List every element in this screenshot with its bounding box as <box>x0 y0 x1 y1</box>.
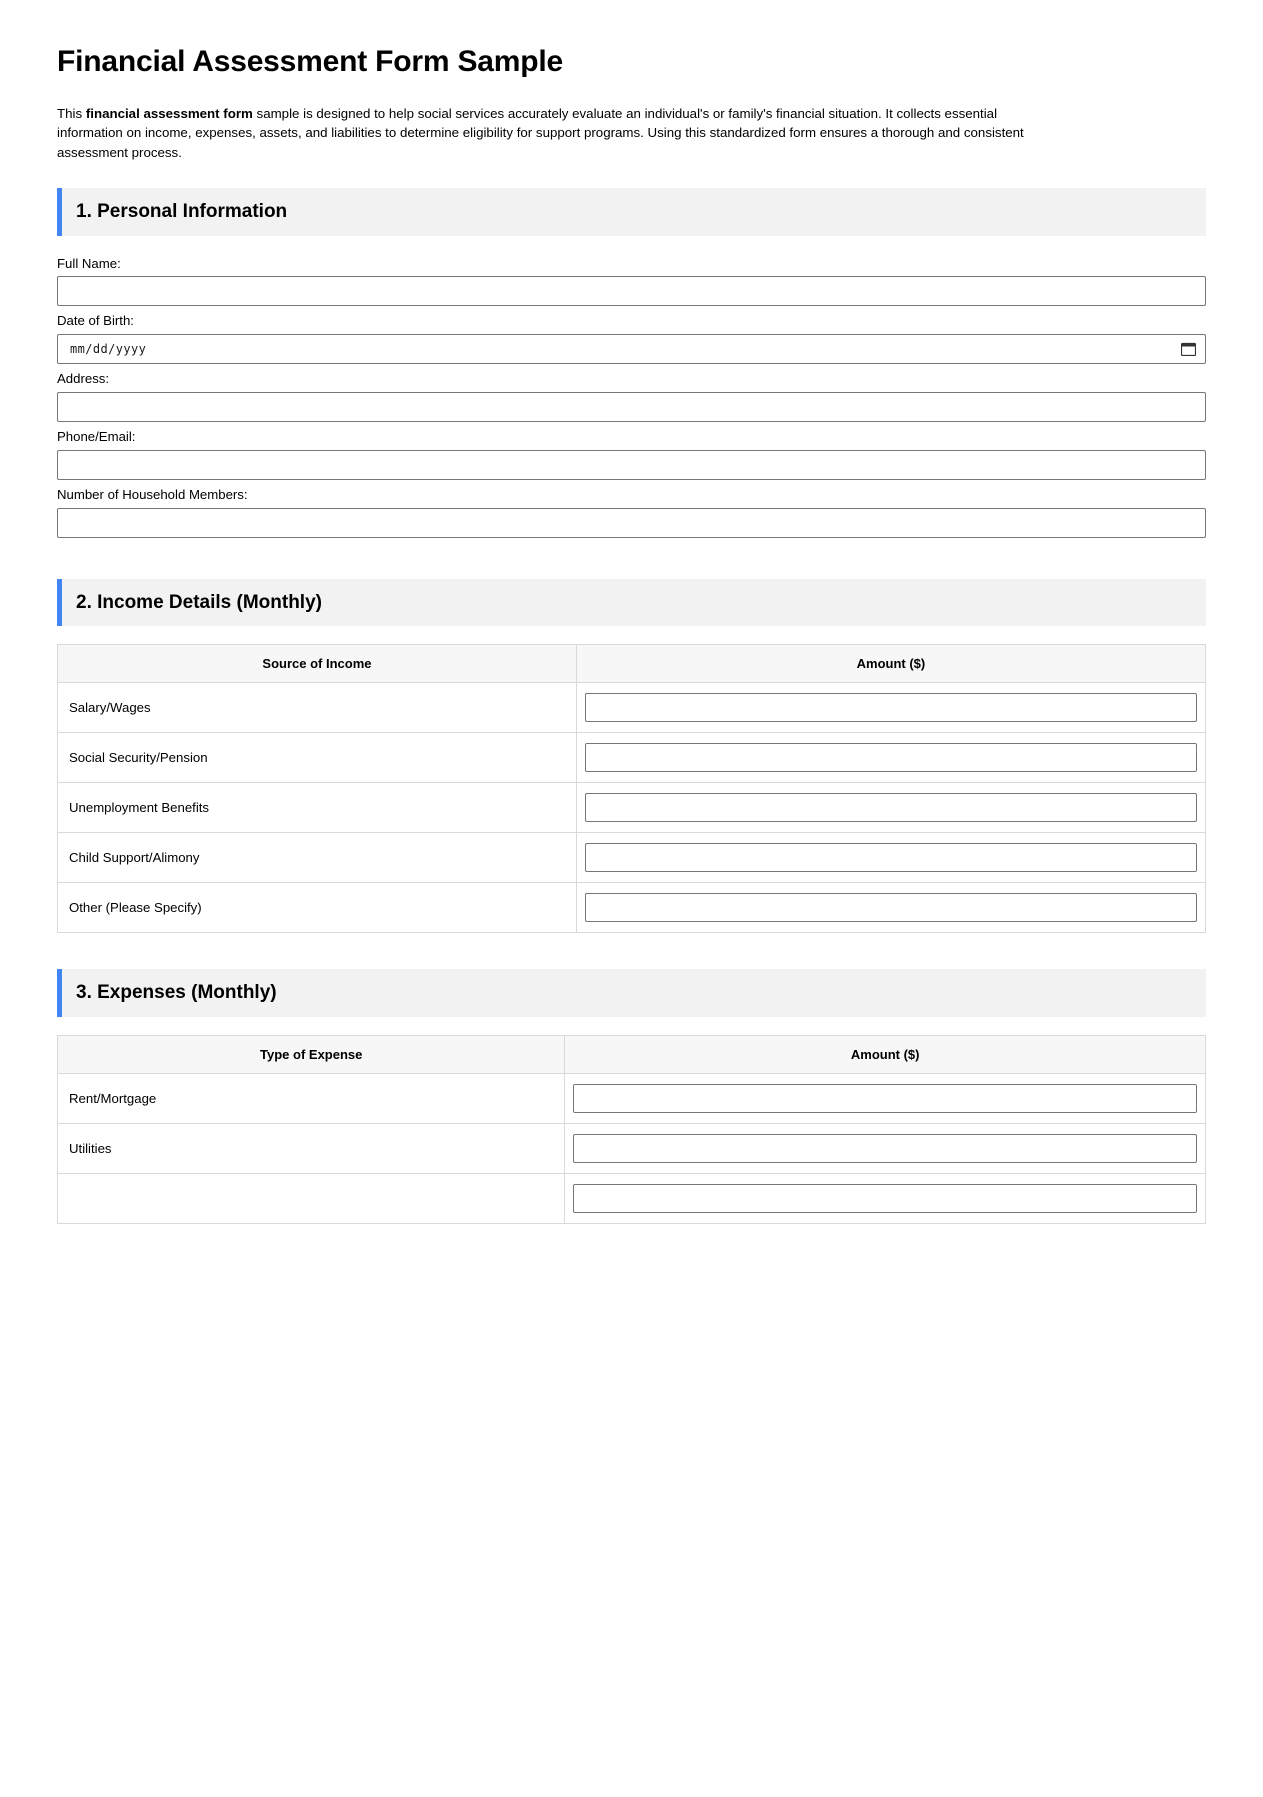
income-row-label: Salary/Wages <box>58 683 577 733</box>
table-header-row <box>58 1036 1206 1074</box>
section-header-expenses <box>57 969 1206 1017</box>
full-name-input[interactable] <box>57 276 1206 306</box>
table-row <box>58 733 1206 783</box>
column-header-amount: Amount ($) <box>576 645 1205 683</box>
spacer <box>57 543 1206 579</box>
income-row-label: Social Security/Pension <box>58 733 577 783</box>
intro-rest: sample is designed to help social services accurately evaluate an individual's or family's financial situation. It collects essential information on income, expenses, assets, and liabilities to determine eligibility for support programs. Using this standardized form ensures a thorough and consistent assessment process. <box>57 106 1024 160</box>
income-row-label: Child Support/Alimony <box>58 833 577 883</box>
expense-amount-input-utilities[interactable] <box>573 1134 1197 1163</box>
field-group-address <box>57 369 1206 422</box>
expense-row-amount-cell <box>565 1074 1206 1124</box>
label-full-name: Full Name: <box>57 255 121 271</box>
intro-paragraph <box>57 104 1057 162</box>
field-group-household-members <box>57 485 1206 538</box>
field-group-full-name <box>57 254 1206 307</box>
income-amount-input-social-security-pension[interactable] <box>585 743 1197 772</box>
label-household-members: Number of Household Members: <box>57 486 248 502</box>
expenses-table <box>57 1035 1206 1224</box>
phone-email-input[interactable] <box>57 450 1206 480</box>
household-members-input[interactable] <box>57 508 1206 538</box>
expense-row-label <box>58 1174 565 1224</box>
intro-prefix: This <box>57 106 86 121</box>
date-of-birth-input[interactable] <box>57 334 1206 364</box>
field-group-phone-email <box>57 427 1206 480</box>
table-row <box>58 683 1206 733</box>
label-phone-email: Phone/Email: <box>57 428 136 444</box>
income-amount-input-unemployment-benefits[interactable] <box>585 793 1197 822</box>
section-header-personal-information <box>57 188 1206 236</box>
column-header-source-of-income: Source of Income <box>58 645 577 683</box>
page-title: Financial Assessment Form Sample <box>57 45 564 78</box>
income-details-table <box>57 644 1206 933</box>
spacer <box>57 933 1206 969</box>
calendar-icon[interactable] <box>1181 342 1196 356</box>
expense-amount-input-next[interactable] <box>573 1184 1197 1213</box>
label-date-of-birth: Date of Birth: <box>57 313 134 329</box>
column-header-amount: Amount ($) <box>565 1036 1206 1074</box>
table-row <box>58 1124 1206 1174</box>
income-amount-input-child-support-alimony[interactable] <box>585 843 1197 872</box>
income-row-amount-cell <box>576 783 1205 833</box>
section-title-personal-information: 1. Personal Information <box>76 200 288 222</box>
section-title-income-details: 2. Income Details (Monthly) <box>76 591 322 613</box>
label-address: Address: <box>57 371 110 387</box>
intro-bold-term: financial assessment form <box>85 106 253 121</box>
section-title-expenses: 3. Expenses (Monthly) <box>76 982 277 1004</box>
income-row-label: Other (Please Specify) <box>58 883 577 933</box>
income-row-amount-cell <box>576 883 1205 933</box>
field-group-date-of-birth <box>57 311 1206 364</box>
date-placeholder: mm/dd/yyyy <box>70 342 147 357</box>
income-amount-input-other[interactable] <box>585 893 1197 922</box>
table-row <box>58 833 1206 883</box>
table-row <box>58 883 1206 933</box>
table-header-row <box>58 645 1206 683</box>
expense-row-label: Rent/Mortgage <box>58 1074 565 1124</box>
expense-row-amount-cell <box>565 1124 1206 1174</box>
expense-row-label: Utilities <box>58 1124 565 1174</box>
table-row <box>58 783 1206 833</box>
income-row-amount-cell <box>576 833 1205 883</box>
table-row <box>58 1174 1206 1224</box>
address-input[interactable] <box>57 392 1206 422</box>
income-row-amount-cell <box>576 683 1205 733</box>
income-row-amount-cell <box>576 733 1205 783</box>
section-header-income-details <box>57 579 1206 627</box>
expense-row-amount-cell <box>565 1174 1206 1224</box>
table-row <box>58 1074 1206 1124</box>
income-amount-input-salary-wages[interactable] <box>585 693 1197 722</box>
column-header-type-of-expense: Type of Expense <box>58 1036 565 1074</box>
expense-amount-input-rent-mortgage[interactable] <box>573 1084 1197 1113</box>
income-row-label: Unemployment Benefits <box>58 783 577 833</box>
